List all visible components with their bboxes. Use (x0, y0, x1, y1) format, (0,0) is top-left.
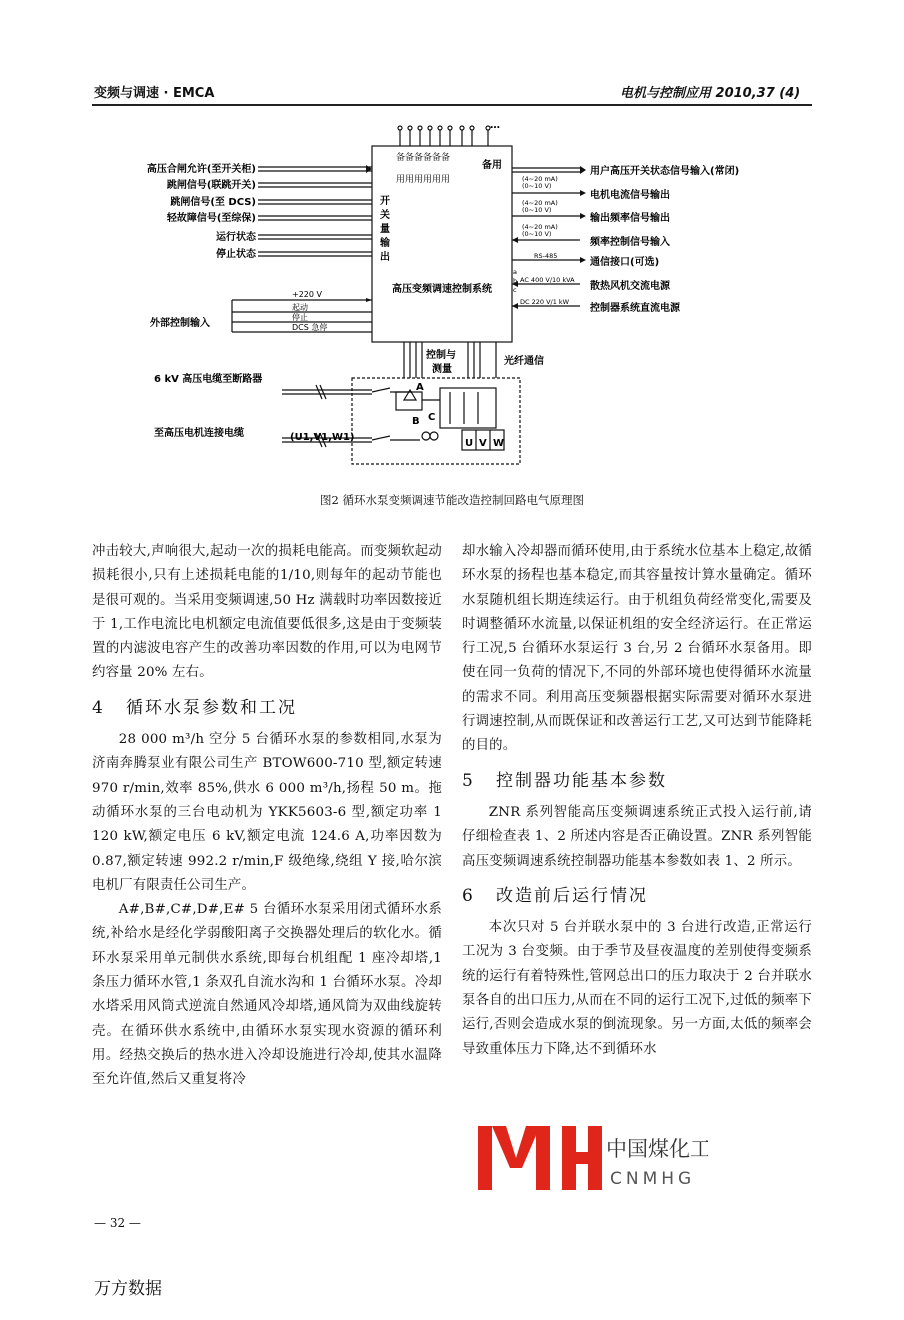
measure-label: 测量 (432, 364, 452, 375)
left-paragraph-2: 28 000 m³/h 空分 5 台循环水泵的参数相同,水泵为济南奔腾泵业有限公司生产 BTOW600-710 型,额定转速 970 r/min,效率 85%,供水 6 000 m³/h,扬程 50 m。拖动循环水泵的三台电动机为 YKK5603-6 型,额定功率 1 120 kW,额定电压 6 kV,额定电流 124.6 A,功率因数为 0.87,额定转速 992.2 r/min,F 级绝缘,绕组 Y 接,哈尔滨电机厂有限责任公司生产。 (92, 732, 442, 893)
section-5-title: 控制器功能基本参数 (496, 770, 667, 791)
circuit-diagram (0, 0, 904, 490)
ext-item-1: 起动 (292, 303, 308, 312)
signal-range-3: (0~10 V) (522, 206, 552, 214)
section-6-heading (462, 884, 812, 908)
switch-char-2: 量 (380, 224, 390, 235)
section-6-title: 改造前后运行情况 (496, 885, 648, 906)
ac-supply-label: AC 400 V/10 kVA (520, 276, 575, 284)
right-output-5: 散热风机交流电源 (590, 281, 670, 292)
signal-range-1: (0~10 V) (522, 182, 552, 190)
page-number: — 32 — (94, 1216, 141, 1230)
left-paragraph-3: A#,B#,C#,D#,E# 5 台循环水泵采用闭式循环水系统,补给水是经化学弱酸阳离子交换器处理后的软化水。循环水泵采用单元制供水系统,即每台机组配 1 座冷却塔,1 条压力循环水管,1 条双孔自流水沟和 1 台循环水泵。冷却水塔采用风筒式逆流自然通风冷却塔,通风筒为双曲线旋转壳。在循环供水系统中,由循环水泵实现水资源的循环利用。经热交换后的热水进入冷却设施进行冷却,使其水温降至允许值,然后又重复将冷 (92, 902, 442, 1088)
phase-c: c (513, 286, 517, 294)
motor-cable-label: 至高压电机连接电缆 (154, 428, 244, 439)
external-control-label: 外部控制输入 (150, 318, 210, 329)
journal-section-header: 变频与调速 · EMCA (94, 86, 215, 101)
section-4-number: 4 (92, 697, 105, 718)
right-output-0: 用户高压开关状态信号输入(常闭) (590, 166, 740, 177)
right-output-6: 控制器系统直流电源 (590, 303, 680, 314)
rs485-label: RS-485 (534, 252, 558, 260)
spare-top-row: 备备备备备备 (396, 153, 451, 163)
phase-a: a (513, 268, 517, 276)
left-signal-2: 跳闸信号(至 DCS) (170, 197, 256, 208)
right-output-4: 通信接口(可选) (590, 257, 660, 268)
ext-item-0: +220 V (292, 290, 322, 299)
source-label: 万方数据 (94, 1279, 162, 1299)
label-V: V (479, 438, 487, 449)
section-5-heading (462, 769, 812, 793)
uvw-input-label: (U1,V1,W1) (290, 432, 355, 443)
right-paragraph-3: 本次只对 5 台并联水泵中的 3 台进行改造,正常运行工况为 3 台变频。由于季节及昼夜温度的差别使得变频系统的运行有着特殊性,管网总出口的压力取决于 2 台并联水泵各自的出口压力,从而在不同的运行工况下,过低的频率下运行,否则会造成水泵的倒流现象。另一方面,太低的频率会导致重体压力下降,达不到循环水 (462, 920, 812, 1057)
left-signal-lines (258, 167, 372, 256)
spare-bottom-row: 用用用用用用 (396, 175, 451, 185)
spare-label: 备用 (482, 160, 502, 171)
right-column (462, 540, 812, 1062)
ext-item-2: 停止 (292, 313, 308, 322)
label-A: A (416, 382, 424, 393)
watermark-en: CNMHG (610, 1169, 696, 1189)
left-paragraph-1: 冲击较大,声响很大,起动一次的损耗电能高。而变频软起动损耗很小,只有上述损耗电能的1/10,则每年的起动节能也是很可观的。当采用变频调速,50 Hz 满载时功率因数接近于 1,工作电流比电机额定电流值要低很多,这是由于变频装置的内滤波电容产生的改善功率因数的作用,可以为电网节约容量 20% 左右。 (92, 544, 442, 681)
left-signal-4: 运行状态 (216, 232, 256, 243)
switch-char-3: 输 (380, 238, 390, 249)
left-signal-1: 跳闸信号(联跳开关) (166, 180, 256, 191)
right-output-1: 电机电流信号输出 (590, 190, 670, 201)
hv-cable-label: 6 kV 高压电缆至断路器 (154, 374, 263, 385)
label-U: U (465, 438, 474, 449)
fiber-label: 光纤通信 (504, 356, 544, 367)
switch-char-1: 关 (380, 210, 390, 221)
signal-range-0: (4~20 mA) (522, 175, 558, 183)
signal-range-4: (4~20 mA) (522, 223, 558, 231)
switch-char-0: 开 (380, 196, 390, 207)
section-4-title: 循环水泵参数和工况 (126, 697, 297, 718)
watermark-logo (478, 1118, 708, 1196)
watermark-mh-icon (478, 1118, 708, 1196)
signal-range-5: (0~10 V) (522, 230, 552, 238)
left-signal-0: 高压合闸允许(至开关柜) (146, 164, 256, 175)
left-column (92, 540, 442, 1093)
dc-supply-label: DC 220 V/1 kW (520, 298, 570, 306)
control-label: 控制与 (426, 350, 456, 361)
label-C: C (428, 412, 436, 423)
watermark-cn: 中国煤化工 (606, 1137, 708, 1161)
right-output-2: 输出频率信号输出 (590, 213, 670, 224)
signal-range-2: (4~20 mA) (522, 199, 558, 207)
right-paragraph-1: 却水输入冷却器而循环使用,由于系统水位基本上稳定,故循环水泵的扬程也基本稳定,而其容量按计算水量确定。循环水泵随机组长期连续运行。由于机组负荷经常变化,需要及时调整循环水流量,以保证机组的安全经济运行。在正常运行工况,5 台循环水泵运行 3 台,另 2 台循环水泵备用。即使在同一负荷的情况下,不同的外部环境也使得循环水流量的需求不同。利用高压变频器根据实际需要对循环水泵进行调速控制,从而既保证和改善运行工艺,又可达到节能降耗的目的。 (462, 544, 812, 754)
right-output-3: 频率控制信号输入 (590, 237, 670, 248)
left-signal-3: 轻故障信号(至综保) (166, 213, 256, 224)
switch-char-4: 出 (380, 252, 390, 263)
power-modules (440, 388, 496, 428)
phase-b: b (513, 277, 518, 285)
section-5-number: 5 (462, 770, 475, 791)
label-B: B (412, 416, 420, 427)
section-4-heading (92, 696, 442, 720)
journal-issue-header: 电机与控制应用 2010,37 (4) (620, 86, 801, 101)
left-signal-5: 停止状态 (216, 249, 256, 260)
right-paragraph-2: ZNR 系列智能高压变频调速系统正式投入运行前,请仔细检查表 1、2 所述内容是否正确设置。ZNR 系列智能高压变频调速系统控制器功能基本参数如表 1、2 所示。 (462, 804, 812, 869)
figure-caption: 图2 循环水泵变频调速节能改造控制回路电气原理图 (320, 493, 584, 507)
dots-label: … (490, 120, 500, 131)
section-6-number: 6 (462, 885, 475, 906)
control-system-label: 高压变频调速控制系统 (392, 284, 492, 295)
ext-item-3: DCS 急停 (292, 323, 328, 332)
spare-terminals (398, 126, 490, 146)
label-W: W (493, 438, 505, 449)
